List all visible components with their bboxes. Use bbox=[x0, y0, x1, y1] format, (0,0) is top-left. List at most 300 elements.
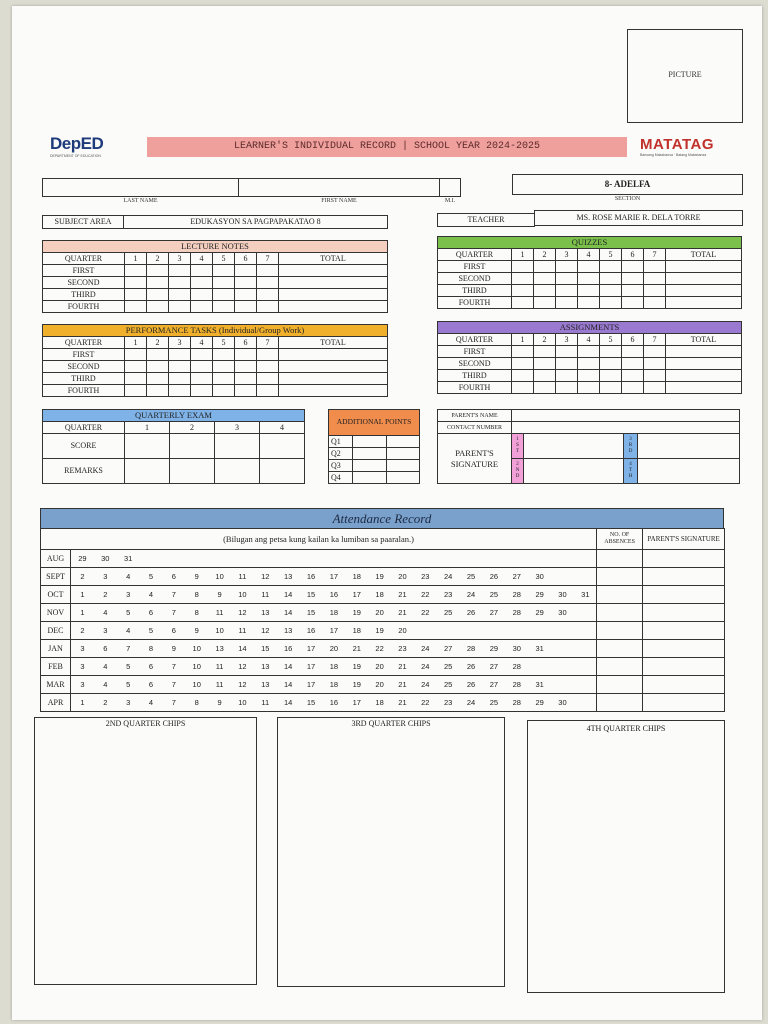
score-cell[interactable] bbox=[257, 373, 279, 385]
day-number[interactable]: 26 bbox=[466, 661, 476, 671]
day-number[interactable]: 14 bbox=[283, 607, 293, 617]
score-cell[interactable] bbox=[644, 285, 666, 297]
score-cell[interactable] bbox=[191, 265, 213, 277]
total-cell[interactable] bbox=[666, 285, 742, 297]
day-number[interactable]: 9 bbox=[194, 625, 199, 635]
day-number[interactable]: 9 bbox=[171, 643, 176, 653]
day-number[interactable]: 16 bbox=[329, 589, 339, 599]
day-number[interactable]: 4 bbox=[126, 571, 131, 581]
score-cell[interactable] bbox=[556, 370, 578, 382]
day-number[interactable]: 21 bbox=[398, 661, 407, 671]
contact-number-field[interactable] bbox=[512, 422, 740, 434]
day-number[interactable]: 18 bbox=[352, 625, 361, 635]
day-number[interactable]: 30 bbox=[558, 697, 567, 707]
score-cell[interactable] bbox=[578, 382, 600, 394]
day-number[interactable]: 7 bbox=[171, 679, 176, 689]
day-number[interactable]: 24 bbox=[421, 643, 430, 653]
score-cell[interactable] bbox=[512, 346, 534, 358]
absences-cell[interactable] bbox=[597, 550, 643, 568]
day-number[interactable]: 11 bbox=[215, 661, 224, 671]
day-number[interactable]: 27 bbox=[489, 661, 499, 671]
day-number[interactable]: 30 bbox=[558, 607, 567, 617]
score-cell[interactable] bbox=[534, 358, 556, 370]
score-cell[interactable] bbox=[213, 289, 235, 301]
total-cell[interactable] bbox=[279, 301, 388, 313]
absences-cell[interactable] bbox=[597, 586, 643, 604]
day-number[interactable]: 5 bbox=[126, 661, 131, 671]
signature-cell[interactable] bbox=[643, 676, 725, 694]
score-cell[interactable] bbox=[512, 382, 534, 394]
score-cell[interactable] bbox=[125, 385, 147, 397]
score-cell[interactable] bbox=[534, 261, 556, 273]
absences-cell[interactable] bbox=[597, 568, 643, 586]
day-number[interactable]: 21 bbox=[352, 643, 361, 653]
day-number[interactable]: 2 bbox=[80, 625, 85, 635]
day-number[interactable]: 10 bbox=[238, 697, 247, 707]
score-cell[interactable] bbox=[257, 277, 279, 289]
score-cell[interactable] bbox=[147, 277, 169, 289]
score-cell[interactable] bbox=[125, 361, 147, 373]
day-number[interactable]: 6 bbox=[148, 679, 154, 689]
score-cell[interactable] bbox=[534, 382, 556, 394]
score-cell[interactable] bbox=[556, 358, 578, 370]
day-number[interactable]: 27 bbox=[489, 679, 499, 689]
score-cell[interactable] bbox=[235, 349, 257, 361]
day-number[interactable]: 22 bbox=[421, 697, 430, 707]
day-number[interactable]: 12 bbox=[238, 661, 247, 671]
score-cell[interactable] bbox=[213, 277, 235, 289]
score-cell[interactable] bbox=[125, 265, 147, 277]
day-number[interactable]: 4 bbox=[103, 607, 108, 617]
day-number[interactable]: 11 bbox=[215, 679, 224, 689]
score-cell[interactable] bbox=[125, 289, 147, 301]
day-number[interactable]: 14 bbox=[238, 643, 247, 653]
day-number[interactable]: 19 bbox=[375, 571, 384, 581]
day-number[interactable]: 12 bbox=[238, 679, 247, 689]
score-cell[interactable] bbox=[191, 277, 213, 289]
day-number[interactable]: 28 bbox=[512, 679, 521, 689]
day-number[interactable]: 13 bbox=[261, 607, 270, 617]
remarks-cell[interactable] bbox=[170, 459, 215, 484]
total-cell[interactable] bbox=[666, 358, 742, 370]
day-number[interactable]: 22 bbox=[375, 643, 384, 653]
score-cell[interactable] bbox=[191, 301, 213, 313]
day-number[interactable]: 24 bbox=[466, 697, 476, 707]
absences-cell[interactable] bbox=[597, 694, 643, 712]
score-cell[interactable] bbox=[235, 373, 257, 385]
q2-signature-cell[interactable] bbox=[524, 459, 624, 484]
score-cell[interactable] bbox=[147, 289, 169, 301]
day-number[interactable]: 12 bbox=[261, 571, 270, 581]
day-number[interactable]: 13 bbox=[215, 643, 224, 653]
day-number[interactable]: 3 bbox=[126, 589, 131, 599]
score-cell[interactable] bbox=[257, 289, 279, 301]
score-cell[interactable] bbox=[125, 349, 147, 361]
day-number[interactable]: 26 bbox=[489, 571, 499, 581]
day-number[interactable]: 13 bbox=[261, 661, 270, 671]
total-cell[interactable] bbox=[666, 382, 742, 394]
day-number[interactable]: 20 bbox=[375, 679, 384, 689]
day-number[interactable]: 14 bbox=[283, 589, 293, 599]
score-cell[interactable] bbox=[125, 277, 147, 289]
score-cell[interactable] bbox=[578, 273, 600, 285]
day-number[interactable]: 6 bbox=[171, 571, 176, 581]
day-number[interactable]: 21 bbox=[398, 697, 407, 707]
day-number[interactable]: 1 bbox=[80, 607, 85, 617]
score-cell[interactable] bbox=[169, 277, 191, 289]
remarks-cell[interactable] bbox=[260, 459, 305, 484]
day-number[interactable]: 29 bbox=[535, 589, 544, 599]
score-cell[interactable] bbox=[125, 301, 147, 313]
day-number[interactable]: 16 bbox=[306, 625, 316, 635]
score-cell[interactable] bbox=[147, 385, 169, 397]
day-number[interactable]: 11 bbox=[238, 625, 247, 635]
day-number[interactable]: 10 bbox=[192, 679, 201, 689]
day-number[interactable]: 3 bbox=[80, 661, 85, 671]
day-number[interactable]: 10 bbox=[215, 625, 224, 635]
absences-cell[interactable] bbox=[597, 622, 643, 640]
day-number[interactable]: 2 bbox=[80, 571, 85, 581]
parents-name-field[interactable] bbox=[512, 410, 740, 422]
day-number[interactable]: 28 bbox=[512, 697, 521, 707]
day-number[interactable]: 23 bbox=[444, 589, 453, 599]
score-cell[interactable] bbox=[170, 434, 215, 459]
day-number[interactable]: 20 bbox=[329, 643, 339, 653]
day-number[interactable]: 11 bbox=[261, 697, 270, 707]
score-cell[interactable] bbox=[578, 358, 600, 370]
day-number[interactable]: 7 bbox=[171, 589, 176, 599]
day-number[interactable]: 18 bbox=[352, 571, 361, 581]
score-cell[interactable] bbox=[512, 285, 534, 297]
day-number[interactable]: 31 bbox=[581, 589, 590, 599]
signature-cell[interactable] bbox=[643, 694, 725, 712]
day-number[interactable]: 21 bbox=[398, 589, 407, 599]
day-number[interactable]: 16 bbox=[283, 643, 293, 653]
day-number[interactable]: 5 bbox=[126, 607, 131, 617]
score-cell[interactable] bbox=[213, 373, 235, 385]
score-cell[interactable] bbox=[600, 370, 622, 382]
day-number[interactable]: 25 bbox=[489, 589, 499, 599]
total-cell[interactable] bbox=[666, 346, 742, 358]
score-cell[interactable] bbox=[191, 349, 213, 361]
score-cell[interactable] bbox=[213, 361, 235, 373]
day-number[interactable]: 9 bbox=[217, 697, 222, 707]
score-cell[interactable] bbox=[257, 265, 279, 277]
day-number[interactable]: 20 bbox=[375, 607, 384, 617]
score-cell[interactable] bbox=[125, 434, 170, 459]
day-number[interactable]: 22 bbox=[421, 607, 430, 617]
day-number[interactable]: 17 bbox=[329, 571, 339, 581]
first-name-field[interactable] bbox=[238, 178, 440, 197]
score-cell[interactable] bbox=[534, 297, 556, 309]
signature-cell[interactable] bbox=[643, 640, 725, 658]
day-number[interactable]: 11 bbox=[238, 571, 247, 581]
score-cell[interactable] bbox=[556, 346, 578, 358]
total-cell[interactable] bbox=[666, 273, 742, 285]
score-cell[interactable] bbox=[147, 265, 169, 277]
score-cell[interactable] bbox=[578, 285, 600, 297]
total-cell[interactable] bbox=[279, 289, 388, 301]
score-cell[interactable] bbox=[235, 301, 257, 313]
score-cell[interactable] bbox=[169, 301, 191, 313]
points-cell[interactable] bbox=[353, 448, 387, 460]
day-number[interactable]: 13 bbox=[261, 679, 270, 689]
score-cell[interactable] bbox=[512, 261, 534, 273]
day-number[interactable]: 19 bbox=[352, 661, 361, 671]
day-number[interactable]: 15 bbox=[306, 589, 316, 599]
score-cell[interactable] bbox=[578, 261, 600, 273]
score-cell[interactable] bbox=[235, 385, 257, 397]
day-number[interactable]: 20 bbox=[398, 571, 407, 581]
signature-cell[interactable] bbox=[643, 550, 725, 568]
day-number[interactable]: 26 bbox=[466, 679, 476, 689]
day-number[interactable]: 25 bbox=[444, 679, 453, 689]
day-number[interactable]: 26 bbox=[466, 607, 476, 617]
day-number[interactable]: 7 bbox=[171, 607, 176, 617]
score-cell[interactable] bbox=[556, 285, 578, 297]
points-cell[interactable] bbox=[353, 460, 387, 472]
day-number[interactable]: 8 bbox=[194, 607, 199, 617]
score-cell[interactable] bbox=[622, 370, 644, 382]
score-cell[interactable] bbox=[644, 382, 666, 394]
day-number[interactable]: 31 bbox=[535, 643, 544, 653]
day-number[interactable]: 24 bbox=[466, 589, 476, 599]
day-number[interactable]: 4 bbox=[103, 661, 108, 671]
day-number[interactable]: 1 bbox=[80, 589, 85, 599]
day-number[interactable]: 14 bbox=[283, 697, 293, 707]
day-number[interactable]: 10 bbox=[238, 589, 247, 599]
day-number[interactable]: 2 bbox=[103, 589, 108, 599]
day-number[interactable]: 17 bbox=[306, 679, 316, 689]
day-number[interactable]: 12 bbox=[261, 625, 270, 635]
score-cell[interactable] bbox=[191, 361, 213, 373]
day-number[interactable]: 6 bbox=[171, 625, 176, 635]
points-cell[interactable] bbox=[353, 472, 387, 484]
day-number[interactable]: 20 bbox=[398, 625, 407, 635]
day-number[interactable]: 23 bbox=[421, 571, 430, 581]
score-cell[interactable] bbox=[600, 358, 622, 370]
day-number[interactable]: 30 bbox=[558, 589, 567, 599]
day-number[interactable]: 20 bbox=[375, 661, 384, 671]
day-number[interactable]: 23 bbox=[398, 643, 407, 653]
day-number[interactable]: 14 bbox=[283, 661, 293, 671]
score-cell[interactable] bbox=[191, 289, 213, 301]
score-cell[interactable] bbox=[534, 273, 556, 285]
points-cell[interactable] bbox=[386, 472, 420, 484]
mi-field[interactable] bbox=[439, 178, 461, 197]
score-cell[interactable] bbox=[644, 297, 666, 309]
picture-box[interactable] bbox=[627, 29, 743, 123]
day-number[interactable]: 24 bbox=[444, 571, 453, 581]
total-cell[interactable] bbox=[666, 261, 742, 273]
score-cell[interactable] bbox=[147, 361, 169, 373]
score-cell[interactable] bbox=[622, 273, 644, 285]
q4-chips-box[interactable] bbox=[527, 720, 725, 993]
day-number[interactable]: 30 bbox=[101, 553, 110, 563]
score-cell[interactable] bbox=[622, 346, 644, 358]
day-number[interactable]: 16 bbox=[329, 697, 339, 707]
total-cell[interactable] bbox=[666, 370, 742, 382]
day-number[interactable]: 5 bbox=[126, 679, 131, 689]
score-cell[interactable] bbox=[644, 273, 666, 285]
score-cell[interactable] bbox=[147, 301, 169, 313]
score-cell[interactable] bbox=[169, 361, 191, 373]
q3-chips-box[interactable] bbox=[277, 717, 505, 987]
score-cell[interactable] bbox=[125, 373, 147, 385]
points-cell[interactable] bbox=[353, 436, 387, 448]
section-field[interactable] bbox=[512, 174, 743, 195]
day-number[interactable]: 4 bbox=[103, 679, 108, 689]
day-number[interactable]: 28 bbox=[512, 661, 521, 671]
score-cell[interactable] bbox=[578, 370, 600, 382]
signature-cell[interactable] bbox=[643, 604, 725, 622]
score-cell[interactable] bbox=[191, 373, 213, 385]
signature-cell[interactable] bbox=[643, 622, 725, 640]
score-cell[interactable] bbox=[147, 349, 169, 361]
day-number[interactable]: 28 bbox=[512, 607, 521, 617]
score-cell[interactable] bbox=[257, 361, 279, 373]
day-number[interactable]: 13 bbox=[283, 571, 293, 581]
day-number[interactable]: 11 bbox=[215, 607, 224, 617]
day-number[interactable]: 30 bbox=[535, 571, 544, 581]
score-cell[interactable] bbox=[534, 346, 556, 358]
day-number[interactable]: 3 bbox=[103, 625, 108, 635]
score-cell[interactable] bbox=[512, 358, 534, 370]
absences-cell[interactable] bbox=[597, 604, 643, 622]
absences-cell[interactable] bbox=[597, 676, 643, 694]
day-number[interactable]: 25 bbox=[444, 661, 453, 671]
score-cell[interactable] bbox=[644, 358, 666, 370]
day-number[interactable]: 25 bbox=[444, 607, 453, 617]
day-number[interactable]: 9 bbox=[194, 571, 199, 581]
day-number[interactable]: 15 bbox=[261, 643, 270, 653]
day-number[interactable]: 18 bbox=[329, 679, 339, 689]
day-number[interactable]: 28 bbox=[466, 643, 476, 653]
day-number[interactable]: 8 bbox=[194, 697, 199, 707]
total-cell[interactable] bbox=[279, 385, 388, 397]
score-cell[interactable] bbox=[556, 382, 578, 394]
day-number[interactable]: 15 bbox=[306, 607, 316, 617]
score-cell[interactable] bbox=[235, 289, 257, 301]
day-number[interactable]: 21 bbox=[398, 607, 407, 617]
signature-cell[interactable] bbox=[643, 568, 725, 586]
total-cell[interactable] bbox=[279, 277, 388, 289]
day-number[interactable]: 10 bbox=[215, 571, 224, 581]
day-number[interactable]: 29 bbox=[535, 607, 544, 617]
score-cell[interactable] bbox=[556, 297, 578, 309]
score-cell[interactable] bbox=[556, 261, 578, 273]
score-cell[interactable] bbox=[622, 358, 644, 370]
teacher-field[interactable] bbox=[534, 210, 743, 226]
day-number[interactable]: 27 bbox=[489, 607, 499, 617]
day-number[interactable]: 7 bbox=[171, 697, 176, 707]
score-cell[interactable] bbox=[512, 370, 534, 382]
score-cell[interactable] bbox=[213, 301, 235, 313]
total-cell[interactable] bbox=[279, 373, 388, 385]
day-number[interactable]: 29 bbox=[535, 697, 544, 707]
score-cell[interactable] bbox=[235, 361, 257, 373]
score-cell[interactable] bbox=[191, 385, 213, 397]
day-number[interactable]: 8 bbox=[148, 643, 154, 653]
day-number[interactable]: 6 bbox=[148, 607, 154, 617]
day-number[interactable]: 17 bbox=[329, 625, 339, 635]
day-number[interactable]: 29 bbox=[489, 643, 499, 653]
day-number[interactable]: 28 bbox=[512, 589, 521, 599]
score-cell[interactable] bbox=[169, 373, 191, 385]
total-cell[interactable] bbox=[279, 265, 388, 277]
day-number[interactable]: 8 bbox=[194, 589, 199, 599]
score-cell[interactable] bbox=[215, 434, 260, 459]
day-number[interactable]: 6 bbox=[103, 643, 108, 653]
score-cell[interactable] bbox=[534, 285, 556, 297]
score-cell[interactable] bbox=[644, 261, 666, 273]
day-number[interactable]: 27 bbox=[444, 643, 453, 653]
day-number[interactable]: 19 bbox=[352, 607, 361, 617]
signature-cell[interactable] bbox=[643, 658, 725, 676]
day-number[interactable]: 3 bbox=[103, 571, 108, 581]
day-number[interactable]: 3 bbox=[80, 679, 85, 689]
day-number[interactable]: 17 bbox=[306, 643, 316, 653]
day-number[interactable]: 3 bbox=[80, 643, 85, 653]
points-cell[interactable] bbox=[386, 448, 420, 460]
day-number[interactable]: 31 bbox=[535, 679, 544, 689]
day-number[interactable]: 25 bbox=[489, 697, 499, 707]
day-number[interactable]: 4 bbox=[126, 625, 131, 635]
score-cell[interactable] bbox=[213, 385, 235, 397]
score-cell[interactable] bbox=[534, 370, 556, 382]
day-number[interactable]: 4 bbox=[148, 589, 154, 599]
score-cell[interactable] bbox=[644, 346, 666, 358]
day-number[interactable]: 30 bbox=[512, 643, 521, 653]
day-number[interactable]: 18 bbox=[375, 697, 384, 707]
day-number[interactable]: 17 bbox=[352, 589, 361, 599]
score-cell[interactable] bbox=[169, 349, 191, 361]
remarks-cell[interactable] bbox=[215, 459, 260, 484]
day-number[interactable]: 17 bbox=[352, 697, 361, 707]
score-cell[interactable] bbox=[578, 297, 600, 309]
total-cell[interactable] bbox=[279, 349, 388, 361]
day-number[interactable]: 14 bbox=[283, 679, 293, 689]
day-number[interactable]: 25 bbox=[466, 571, 476, 581]
score-cell[interactable] bbox=[600, 261, 622, 273]
q4-signature-cell[interactable] bbox=[638, 459, 740, 484]
q1-signature-cell[interactable] bbox=[524, 434, 624, 459]
signature-cell[interactable] bbox=[643, 586, 725, 604]
points-cell[interactable] bbox=[386, 460, 420, 472]
total-cell[interactable] bbox=[666, 297, 742, 309]
score-cell[interactable] bbox=[257, 301, 279, 313]
score-cell[interactable] bbox=[644, 370, 666, 382]
score-cell[interactable] bbox=[622, 382, 644, 394]
score-cell[interactable] bbox=[600, 346, 622, 358]
score-cell[interactable] bbox=[512, 297, 534, 309]
day-number[interactable]: 27 bbox=[512, 571, 521, 581]
day-number[interactable]: 4 bbox=[148, 697, 154, 707]
score-cell[interactable] bbox=[147, 373, 169, 385]
absences-cell[interactable] bbox=[597, 658, 643, 676]
score-cell[interactable] bbox=[622, 285, 644, 297]
score-cell[interactable] bbox=[600, 297, 622, 309]
score-cell[interactable] bbox=[556, 273, 578, 285]
score-cell[interactable] bbox=[257, 385, 279, 397]
day-number[interactable]: 1 bbox=[80, 697, 85, 707]
score-cell[interactable] bbox=[169, 265, 191, 277]
score-cell[interactable] bbox=[235, 277, 257, 289]
points-cell[interactable] bbox=[386, 436, 420, 448]
score-cell[interactable] bbox=[257, 349, 279, 361]
score-cell[interactable] bbox=[235, 265, 257, 277]
day-number[interactable]: 5 bbox=[148, 571, 154, 581]
